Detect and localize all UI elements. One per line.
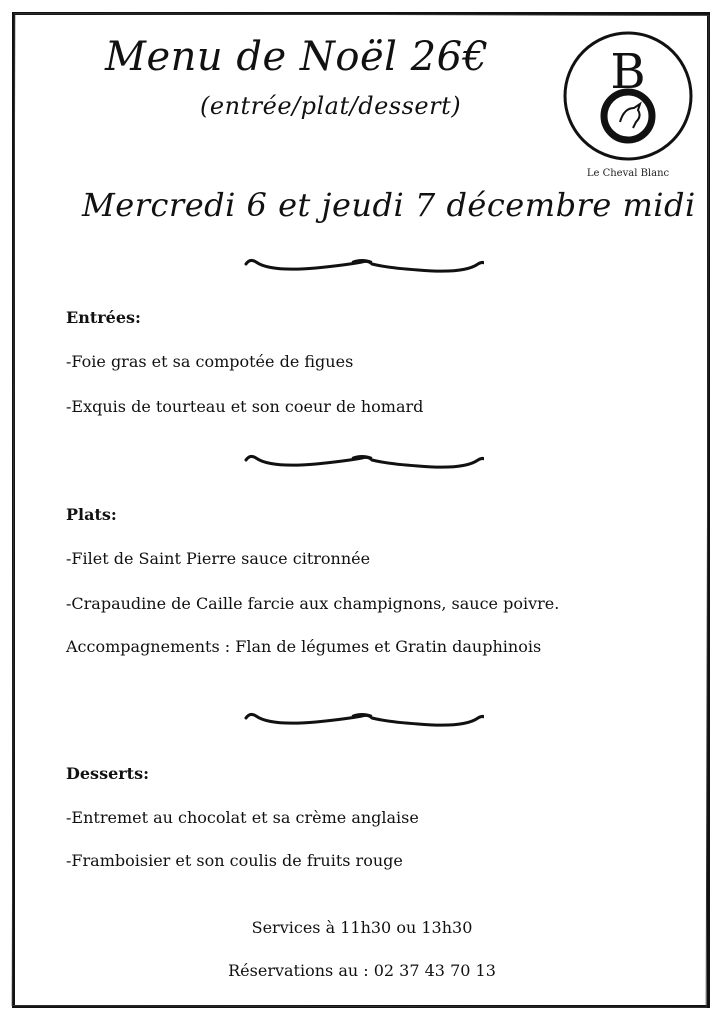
services-hours: Services à 11h30 ou 13h30 <box>251 918 473 937</box>
menu-item: -Framboisier et son coulis de fruits rouge <box>66 851 403 870</box>
section-title-plats: Plats: <box>66 505 117 524</box>
logo-caption: Le Cheval Blanc <box>586 168 670 179</box>
ornament-divider <box>240 450 484 470</box>
menu-item: -Exquis de tourteau et son coeur de homard <box>66 397 424 416</box>
svg-text:B: B <box>610 44 646 100</box>
menu-item: -Foie gras et sa compotée de figues <box>66 352 354 371</box>
section-title-desserts: Desserts: <box>66 764 149 783</box>
menu-title: Menu de Noël 26€ <box>105 34 489 80</box>
ornament-divider <box>240 708 484 728</box>
restaurant-logo <box>562 30 694 162</box>
menu-subtitle: (entrée/plat/dessert) <box>200 92 462 120</box>
section-title-entrees: Entrées: <box>66 308 141 327</box>
menu-item: Accompagnements : Flan de légumes et Gratin dauphinois <box>66 637 542 656</box>
menu-item: -Entremet au chocolat et sa crème anglaise <box>66 808 419 827</box>
menu-dates: Mercredi 6 et jeudi 7 décembre midi <box>82 186 696 224</box>
menu-item: -Crapaudine de Caille farcie aux champignons, sauce poivre. <box>66 594 560 613</box>
menu-item: -Filet de Saint Pierre sauce citronnée <box>66 549 371 568</box>
reservations-phone: Réservations au : 02 37 43 70 13 <box>228 961 496 980</box>
ornament-divider <box>240 254 484 274</box>
